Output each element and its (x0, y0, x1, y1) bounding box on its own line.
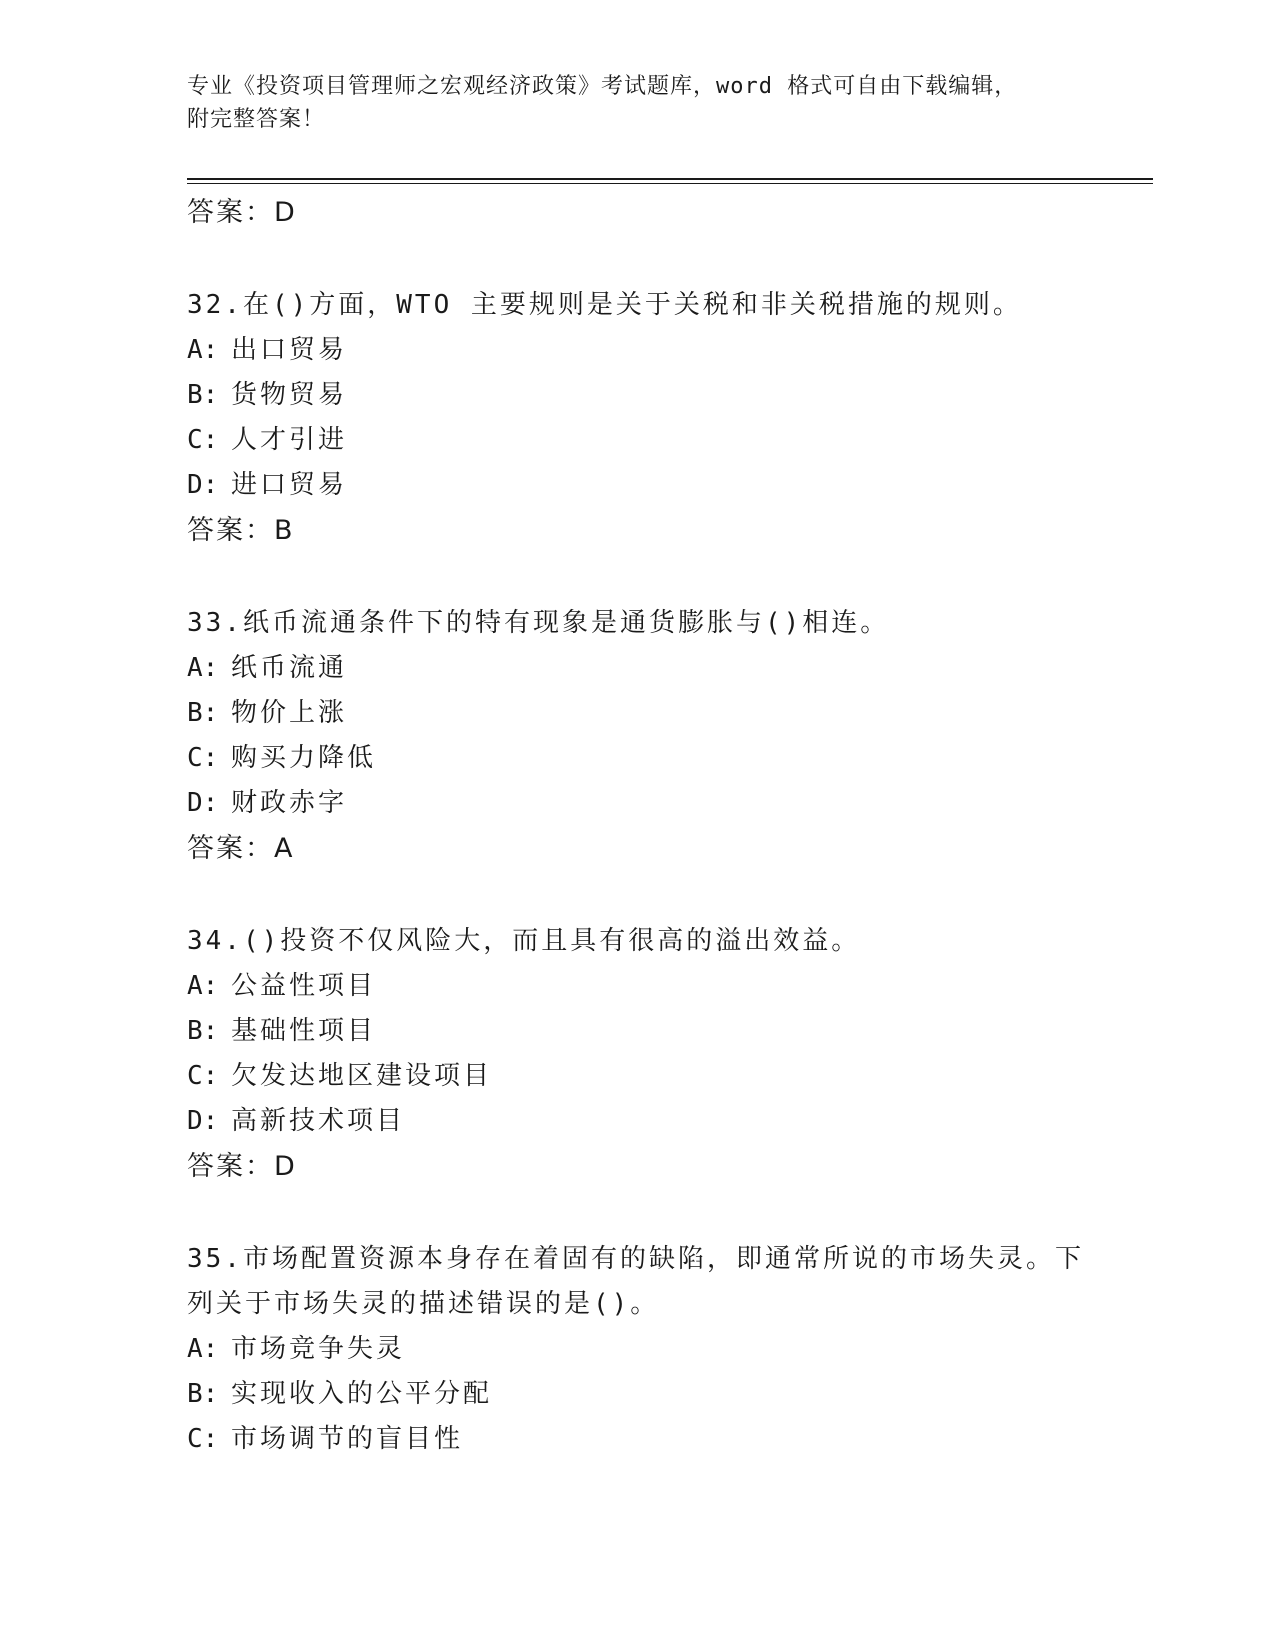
option-text: 实现收入的公平分配 (231, 1379, 493, 1409)
option-letter: A: (187, 653, 219, 683)
option-c (187, 1054, 1087, 1099)
question-block-32 (187, 283, 1087, 553)
answer-line: 答案：D (187, 1151, 297, 1182)
option-a (187, 1327, 1087, 1372)
option-text: 购买力降低 (231, 743, 377, 773)
header-divider (187, 178, 1153, 180)
option-text: 公益性项目 (231, 971, 377, 1001)
option-text: 高新技术项目 (231, 1106, 406, 1136)
option-letter: C: (187, 1424, 219, 1454)
option-text: 市场调节的盲目性 (231, 1424, 464, 1454)
option-d (187, 463, 1087, 508)
option-d (187, 1099, 1087, 1144)
option-text: 人才引进 (231, 425, 348, 455)
question-block-34 (187, 919, 1087, 1189)
option-text: 欠发达地区建设项目 (231, 1061, 493, 1091)
option-letter: C: (187, 1061, 219, 1091)
question-stem: 34.()投资不仅风险大，而且具有很高的溢出效益。 (187, 926, 861, 956)
option-b (187, 691, 1087, 736)
option-a (187, 964, 1087, 1009)
option-text: 物价上涨 (231, 698, 348, 728)
option-b (187, 1372, 1087, 1417)
question-stem-line-1: 35.市场配置资源本身存在着固有的缺陷，即通常所说的市场失灵。下 (187, 1244, 1084, 1274)
option-b (187, 373, 1087, 418)
option-letter: D: (187, 1106, 219, 1136)
option-letter: B: (187, 380, 219, 410)
option-c (187, 418, 1087, 463)
question-list (187, 190, 1087, 1462)
option-text: 进口贸易 (231, 470, 348, 500)
document-header (187, 70, 1087, 136)
option-text: 货物贸易 (231, 380, 348, 410)
option-text: 财政赤字 (231, 788, 348, 818)
question-stem (187, 1237, 1087, 1327)
option-a (187, 646, 1087, 691)
option-letter: A: (187, 335, 219, 365)
option-a (187, 328, 1087, 373)
answer-line: 答案：B (187, 515, 295, 546)
option-letter: C: (187, 743, 219, 773)
option-c (187, 1417, 1087, 1462)
option-text: 市场竞争失灵 (231, 1334, 406, 1364)
option-b (187, 1009, 1087, 1054)
option-letter: A: (187, 971, 219, 1001)
option-c (187, 736, 1087, 781)
option-text: 基础性项目 (231, 1016, 377, 1046)
option-letter: B: (187, 1016, 219, 1046)
option-letter: D: (187, 470, 219, 500)
question-stem: 33.纸币流通条件下的特有现象是通货膨胀与()相连。 (187, 608, 890, 638)
option-text: 纸币流通 (231, 653, 348, 683)
option-text: 出口贸易 (231, 335, 348, 365)
option-letter: D: (187, 788, 219, 818)
question-stem: 32.在()方面，WTO 主要规则是关于关税和非关税措施的规则。 (187, 290, 1022, 320)
option-d (187, 781, 1087, 826)
option-letter: B: (187, 1379, 219, 1409)
question-block-35 (187, 1237, 1087, 1462)
header-divider-thin (187, 183, 1153, 184)
header-line-1: 专业《投资项目管理师之宏观经济政策》考试题库，word 格式可自由下载编辑， (187, 74, 1018, 99)
option-letter: A: (187, 1334, 219, 1364)
question-stem-line-2: 列关于市场失灵的描述错误的是()。 (187, 1289, 660, 1319)
previous-answer: 答案：D (187, 197, 297, 228)
answer-line: 答案：A (187, 833, 295, 864)
header-line-2: 附完整答案！ (187, 107, 326, 132)
question-block-33 (187, 601, 1087, 871)
option-letter: C: (187, 425, 219, 455)
option-letter: B: (187, 698, 219, 728)
